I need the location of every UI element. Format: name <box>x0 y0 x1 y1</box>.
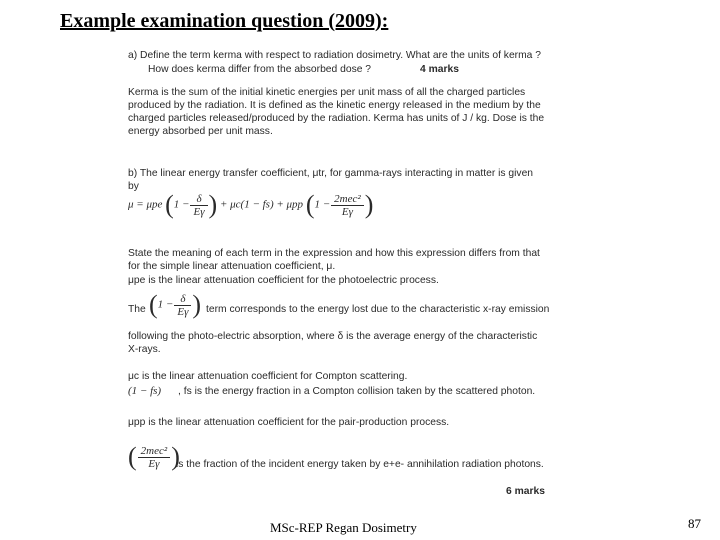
inline-egamma: Eγ <box>177 305 189 318</box>
question-b-line-2: by <box>128 181 139 192</box>
slide-title: Example examination question (2009): <box>60 10 389 32</box>
question-b-line-10: , fs is the energy fraction in a Compton collision taken by the scattered photon. <box>178 386 536 397</box>
eq-delta-frac <box>190 193 207 218</box>
question-b-line-5: μpe is the linear attenuation coefficient for the photoelectric process. <box>128 275 439 286</box>
answer-a-line-1: Kerma is the sum of the initial kinetic energies per unit mass of all the charged particles <box>128 87 526 98</box>
question-b-line-11: μpp is the linear attenuation coefficient for the pair-production process. <box>128 417 450 428</box>
question-b-line-7: following the photo-electric absorption, where δ is the average energy of the characteristic <box>128 331 538 342</box>
scanned-question <box>102 46 552 498</box>
question-b-line-8: X-rays. <box>128 344 161 355</box>
eq-mu: μ = μpe <box>128 198 163 211</box>
question-b-line-4: for the simple linear attenuation coefficient, μ. <box>128 261 336 272</box>
one-minus-fs: (1 − fs) <box>128 385 162 397</box>
answer-a-line-3: charged particles released/produced by the radiation. Kerma has units of J / kg. Dose is the <box>128 113 545 124</box>
question-b-line-12: is the fraction of the incident energy taken by e+e- annihilation radiation photons. <box>176 459 544 470</box>
inline-term-expression <box>149 292 201 318</box>
question-a-line-1: a) Define the term kerma with respect to radiation dosimetry. What are the units of kerma ? <box>128 50 542 61</box>
answer-a-line-4: energy absorbed per unit mass. <box>128 126 273 137</box>
inline-paren-open: ( <box>149 290 158 319</box>
question-b-marks: 6 marks <box>506 486 545 497</box>
eq-one-minus: 1 − <box>173 198 190 211</box>
annihilation-fraction-expression <box>128 444 180 470</box>
page-number: 87 <box>688 516 701 531</box>
inline-one-minus: 1 − <box>157 298 174 311</box>
annihilation-paren-close: ) <box>171 442 180 471</box>
eq-paren-close-2: ) <box>364 190 374 219</box>
inline-paren-close: ) <box>192 290 202 319</box>
answer-a-line-2: produced by the radiation. It is defined as the kinetic energy released in the medium by the <box>128 100 541 111</box>
eq-egamma-2: Eγ <box>341 205 353 218</box>
eq-delta: δ <box>190 193 207 206</box>
ltc-equation <box>128 192 373 218</box>
eq-2mc2: 2mec² <box>331 193 364 206</box>
annihilation-2mc2: 2mec² <box>138 445 171 458</box>
footer-text: MSc-REP Regan Dosimetry <box>270 520 417 535</box>
inline-delta-frac <box>174 293 191 318</box>
question-b-the: The <box>128 304 146 315</box>
eq-paren-close: ) <box>208 190 218 219</box>
question-b-term-text: term corresponds to the energy lost due to the characteristic x-ray emission <box>206 304 550 315</box>
annihilation-frac <box>138 445 171 470</box>
question-b-line-9: μc is the linear attenuation coefficient for Compton scattering. <box>128 371 408 382</box>
inline-delta: δ <box>174 293 191 306</box>
question-a-marks: 4 marks <box>420 64 459 75</box>
eq-one-minus-2: 1 − <box>314 198 331 211</box>
question-b-line-3: State the meaning of each term in the expression and how this expression differs from that <box>128 248 540 259</box>
question-a-line-2: How does kerma differ from the absorbed dose ? <box>148 64 372 75</box>
eq-paren-open-2: ( <box>305 190 315 219</box>
annihilation-paren-open: ( <box>128 442 137 471</box>
eq-egamma: Eγ <box>193 205 205 218</box>
eq-paren-open: ( <box>165 190 174 219</box>
eq-compton-pp: + μc(1 − fs) + μpp <box>219 198 304 211</box>
question-b-line-1: b) The linear energy transfer coefficient, μtr, for gamma-rays interacting in matter is given <box>128 168 534 179</box>
annihilation-egamma: Eγ <box>148 457 160 470</box>
eq-2mc2-frac <box>331 193 364 218</box>
